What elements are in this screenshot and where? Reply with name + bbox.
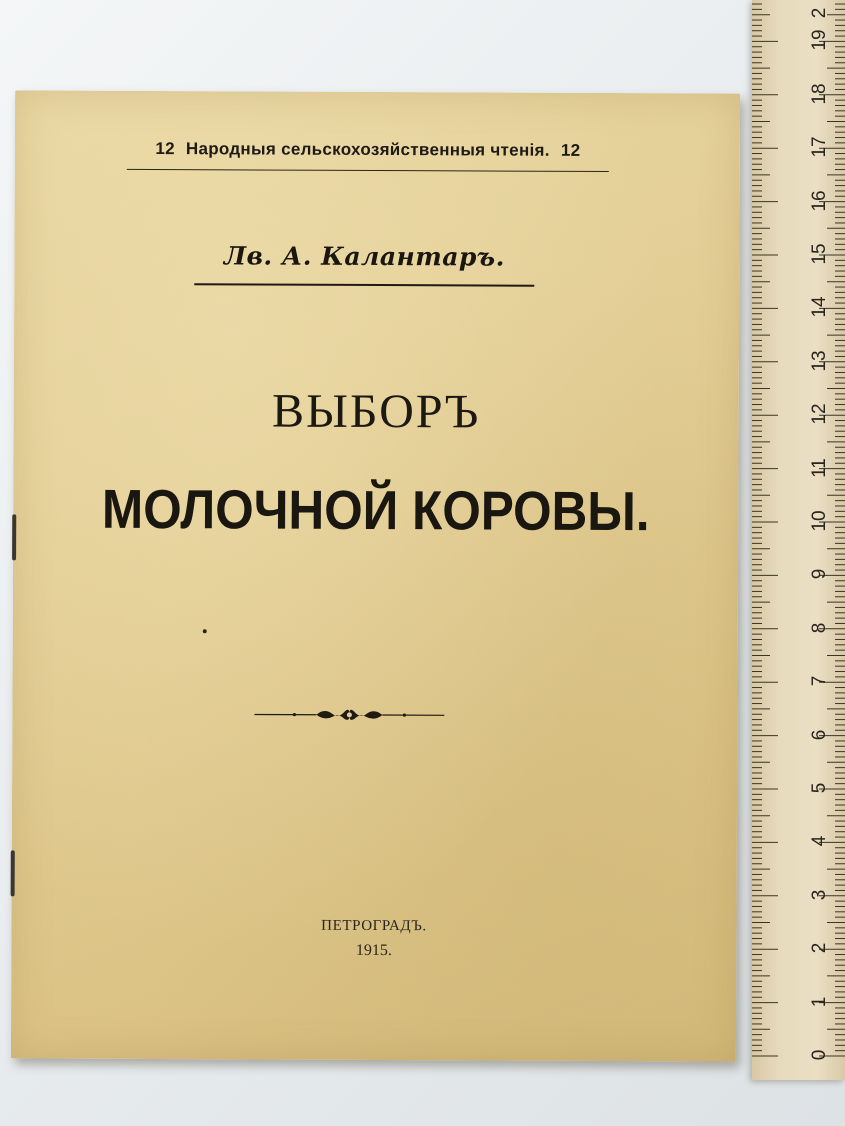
ruler-label: 6 xyxy=(809,729,830,740)
ruler-label: 15 xyxy=(809,243,830,265)
series-number-left: 12 xyxy=(155,139,175,159)
publication-year: 1915. xyxy=(355,941,392,960)
ruler-label: 14 xyxy=(809,296,830,318)
booklet-cover xyxy=(11,90,740,1061)
ruler-label: 4 xyxy=(809,836,830,847)
measuring-ruler xyxy=(752,0,845,1080)
ruler-label: 1 xyxy=(809,996,830,1007)
ruler-label: 5 xyxy=(809,782,830,794)
series-underline xyxy=(127,169,609,172)
ruler-label: 16 xyxy=(809,190,830,212)
author-underline xyxy=(194,283,534,286)
series-title: Народныя сельскохозяйственныя чтенія. xyxy=(185,139,550,160)
ruler-label: 17 xyxy=(809,136,830,158)
staple xyxy=(12,514,16,560)
ruler-ticks xyxy=(752,0,845,1080)
ruler-label: 11 xyxy=(809,457,830,478)
author-name: Лв. А. Калантаръ. xyxy=(223,241,505,272)
ruler-label: 19 xyxy=(809,29,830,51)
paper-speck xyxy=(203,629,207,633)
ruler-label: 12 xyxy=(809,403,830,425)
ruler-label: 7 xyxy=(809,675,830,687)
ruler-label: 18 xyxy=(809,83,830,105)
title-line-1: ВЫБОРЪ xyxy=(271,384,481,439)
series-heading xyxy=(127,139,609,166)
ruler-label: 3 xyxy=(809,889,830,901)
publication-city: ПЕТРОГРАДЪ. xyxy=(321,917,427,935)
ruler-label: 8 xyxy=(809,622,830,634)
ruler-label: 2 xyxy=(809,7,830,19)
ruler-label: 2 xyxy=(809,942,830,954)
ruler-label: 0 xyxy=(809,1049,830,1061)
series-number-right: 12 xyxy=(560,140,581,160)
ruler-label: 10 xyxy=(809,510,830,532)
floral-divider-icon xyxy=(254,703,444,724)
ruler-label: 13 xyxy=(809,350,830,372)
staple xyxy=(11,850,15,896)
title-line-2: МОЛОЧНОЙ КОРОВЫ. xyxy=(101,477,650,543)
ruler-label: 9 xyxy=(809,569,830,580)
